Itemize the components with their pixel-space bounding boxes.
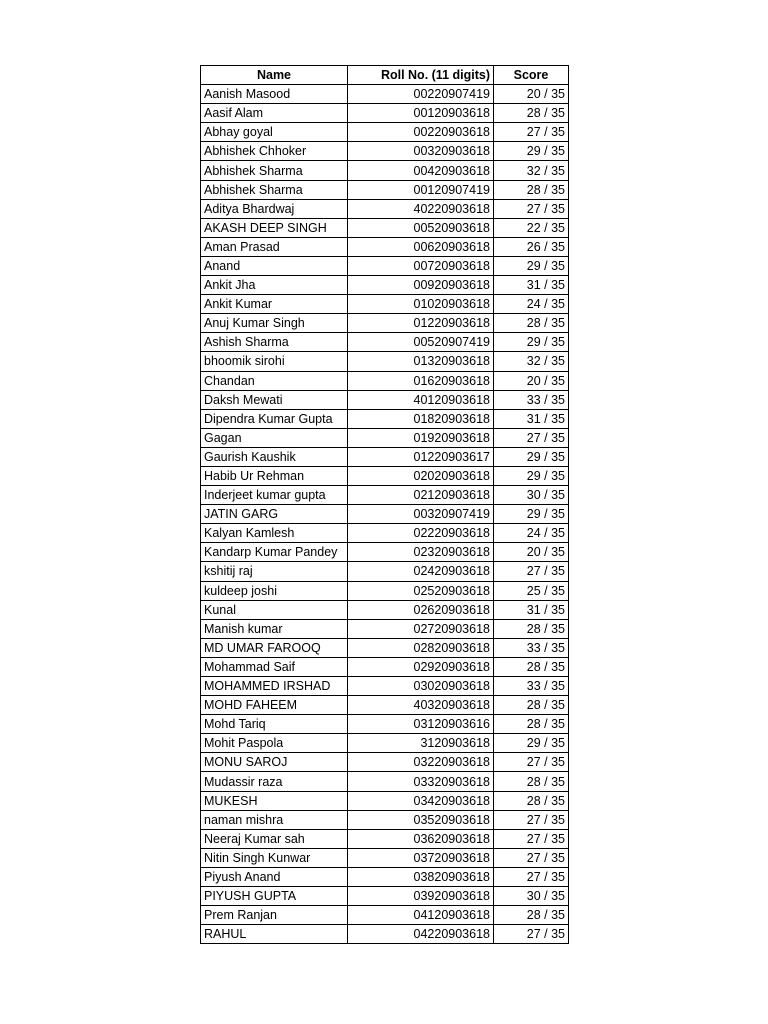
student-name-cell: Aman Prasad [201, 237, 348, 256]
score-cell: 27 / 35 [494, 753, 569, 772]
roll-number-cell: 02920903618 [348, 657, 494, 676]
student-name-cell: Aasif Alam [201, 104, 348, 123]
student-name-cell: Dipendra Kumar Gupta [201, 409, 348, 428]
score-cell: 29 / 35 [494, 333, 569, 352]
roll-number-cell: 02620903618 [348, 600, 494, 619]
student-name-cell: Gagan [201, 428, 348, 447]
table-row [201, 810, 569, 829]
table-row [201, 638, 569, 657]
score-cell: 24 / 35 [494, 295, 569, 314]
roll-number-cell: 01220903617 [348, 447, 494, 466]
score-cell: 29 / 35 [494, 142, 569, 161]
roll-number-cell: 40220903618 [348, 199, 494, 218]
roll-number-cell: 40120903618 [348, 390, 494, 409]
table-row [201, 772, 569, 791]
roll-number-cell: 03020903618 [348, 677, 494, 696]
table-row [201, 199, 569, 218]
student-name-cell: Mohammad Saif [201, 657, 348, 676]
score-cell: 29 / 35 [494, 505, 569, 524]
column-header-score: Score [494, 66, 569, 85]
table-row [201, 237, 569, 256]
table-row [201, 466, 569, 485]
score-cell: 29 / 35 [494, 447, 569, 466]
score-cell: 30 / 35 [494, 887, 569, 906]
roll-number-cell: 00120907419 [348, 180, 494, 199]
table-row [201, 104, 569, 123]
student-name-cell: JATIN GARG [201, 505, 348, 524]
score-cell: 33 / 35 [494, 677, 569, 696]
score-cell: 33 / 35 [494, 390, 569, 409]
score-cell: 27 / 35 [494, 123, 569, 142]
roll-number-cell: 02020903618 [348, 466, 494, 485]
student-name-cell: Piyush Anand [201, 867, 348, 886]
table-body [201, 85, 569, 944]
table-row [201, 657, 569, 676]
student-name-cell: Daksh Mewati [201, 390, 348, 409]
roll-number-cell: 02120903618 [348, 486, 494, 505]
table-row [201, 581, 569, 600]
roll-number-cell: 00520907419 [348, 333, 494, 352]
student-name-cell: Kandarp Kumar Pandey [201, 543, 348, 562]
student-name-cell: AKASH DEEP SINGH [201, 218, 348, 237]
roll-number-cell: 00220903618 [348, 123, 494, 142]
table-row [201, 180, 569, 199]
score-cell: 28 / 35 [494, 104, 569, 123]
table-row [201, 218, 569, 237]
roll-number-cell: 01820903618 [348, 409, 494, 428]
score-cell: 33 / 35 [494, 638, 569, 657]
table-row [201, 600, 569, 619]
student-name-cell: MOHD FAHEEM [201, 696, 348, 715]
student-name-cell: Ashish Sharma [201, 333, 348, 352]
roll-number-cell: 03120903616 [348, 715, 494, 734]
student-name-cell: kuldeep joshi [201, 581, 348, 600]
student-name-cell: Prem Ranjan [201, 906, 348, 925]
table-row [201, 867, 569, 886]
table-row [201, 906, 569, 925]
score-cell: 32 / 35 [494, 352, 569, 371]
roll-number-cell: 03620903618 [348, 829, 494, 848]
table-row [201, 409, 569, 428]
score-cell: 28 / 35 [494, 696, 569, 715]
roll-number-cell: 01020903618 [348, 295, 494, 314]
score-cell: 27 / 35 [494, 867, 569, 886]
student-name-cell: Gaurish Kaushik [201, 447, 348, 466]
score-cell: 27 / 35 [494, 925, 569, 944]
score-cell: 20 / 35 [494, 543, 569, 562]
student-name-cell: MUKESH [201, 791, 348, 810]
score-cell: 25 / 35 [494, 581, 569, 600]
student-name-cell: MOHAMMED IRSHAD [201, 677, 348, 696]
table-row [201, 887, 569, 906]
score-cell: 27 / 35 [494, 810, 569, 829]
score-cell: 31 / 35 [494, 409, 569, 428]
student-name-cell: Abhay goyal [201, 123, 348, 142]
table-row [201, 295, 569, 314]
student-name-cell: Habib Ur Rehman [201, 466, 348, 485]
student-name-cell: Manish kumar [201, 619, 348, 638]
roll-number-cell: 00320903618 [348, 142, 494, 161]
table-row [201, 256, 569, 275]
roll-number-cell: 04220903618 [348, 925, 494, 944]
table-row [201, 524, 569, 543]
table-row [201, 486, 569, 505]
score-cell: 28 / 35 [494, 772, 569, 791]
score-cell: 27 / 35 [494, 848, 569, 867]
roll-number-cell: 03720903618 [348, 848, 494, 867]
header-row [201, 66, 569, 85]
score-cell: 24 / 35 [494, 524, 569, 543]
table-row [201, 371, 569, 390]
table-row [201, 677, 569, 696]
table-row [201, 829, 569, 848]
student-name-cell: Mohit Paspola [201, 734, 348, 753]
table-row [201, 123, 569, 142]
score-table [200, 65, 569, 944]
score-cell: 22 / 35 [494, 218, 569, 237]
roll-number-cell: 00320907419 [348, 505, 494, 524]
roll-number-cell: 40320903618 [348, 696, 494, 715]
table-row [201, 142, 569, 161]
score-cell: 27 / 35 [494, 428, 569, 447]
roll-number-cell: 01620903618 [348, 371, 494, 390]
score-cell: 27 / 35 [494, 829, 569, 848]
student-name-cell: bhoomik sirohi [201, 352, 348, 371]
student-name-cell: PIYUSH GUPTA [201, 887, 348, 906]
score-cell: 28 / 35 [494, 657, 569, 676]
roll-number-cell: 00420903618 [348, 161, 494, 180]
roll-number-cell: 02320903618 [348, 543, 494, 562]
roll-number-cell: 00120903618 [348, 104, 494, 123]
student-name-cell: Chandan [201, 371, 348, 390]
score-cell: 29 / 35 [494, 466, 569, 485]
student-name-cell: Mudassir raza [201, 772, 348, 791]
score-cell: 29 / 35 [494, 734, 569, 753]
student-name-cell: Neeraj Kumar sah [201, 829, 348, 848]
table-row [201, 505, 569, 524]
student-name-cell: Mohd Tariq [201, 715, 348, 734]
score-cell: 29 / 35 [494, 256, 569, 275]
table-row [201, 390, 569, 409]
table-row [201, 848, 569, 867]
roll-number-cell: 03520903618 [348, 810, 494, 829]
roll-number-cell: 00720903618 [348, 256, 494, 275]
score-cell: 27 / 35 [494, 199, 569, 218]
score-cell: 31 / 35 [494, 276, 569, 295]
student-name-cell: Aditya Bhardwaj [201, 199, 348, 218]
table-row [201, 696, 569, 715]
student-name-cell: Kalyan Kamlesh [201, 524, 348, 543]
score-cell: 30 / 35 [494, 486, 569, 505]
table-row [201, 619, 569, 638]
student-name-cell: MD UMAR FAROOQ [201, 638, 348, 657]
roll-number-cell: 02820903618 [348, 638, 494, 657]
table-row [201, 333, 569, 352]
roll-number-cell: 03220903618 [348, 753, 494, 772]
roll-number-cell: 02220903618 [348, 524, 494, 543]
student-name-cell: Anand [201, 256, 348, 275]
score-cell: 28 / 35 [494, 906, 569, 925]
roll-number-cell: 03420903618 [348, 791, 494, 810]
score-cell: 28 / 35 [494, 180, 569, 199]
roll-number-cell: 3120903618 [348, 734, 494, 753]
roll-number-cell: 04120903618 [348, 906, 494, 925]
roll-number-cell: 02720903618 [348, 619, 494, 638]
score-cell: 28 / 35 [494, 791, 569, 810]
roll-number-cell: 02520903618 [348, 581, 494, 600]
score-cell: 28 / 35 [494, 619, 569, 638]
table-row [201, 734, 569, 753]
roll-number-cell: 03320903618 [348, 772, 494, 791]
table-row [201, 276, 569, 295]
roll-number-cell: 00220907419 [348, 85, 494, 104]
table-row [201, 314, 569, 333]
table-row [201, 791, 569, 810]
table-row [201, 753, 569, 772]
score-cell: 20 / 35 [494, 371, 569, 390]
table-row [201, 715, 569, 734]
student-name-cell: MONU SAROJ [201, 753, 348, 772]
student-name-cell: Nitin Singh Kunwar [201, 848, 348, 867]
table-row [201, 925, 569, 944]
student-name-cell: Ankit Jha [201, 276, 348, 295]
table-row [201, 85, 569, 104]
student-name-cell: Aanish Masood [201, 85, 348, 104]
score-cell: 27 / 35 [494, 562, 569, 581]
student-name-cell: kshitij raj [201, 562, 348, 581]
roll-number-cell: 00520903618 [348, 218, 494, 237]
score-cell: 31 / 35 [494, 600, 569, 619]
score-cell: 26 / 35 [494, 237, 569, 256]
score-cell: 20 / 35 [494, 85, 569, 104]
student-name-cell: Kunal [201, 600, 348, 619]
student-name-cell: Inderjeet kumar gupta [201, 486, 348, 505]
student-name-cell: naman mishra [201, 810, 348, 829]
student-name-cell: Ankit Kumar [201, 295, 348, 314]
roll-number-cell: 03920903618 [348, 887, 494, 906]
score-cell: 28 / 35 [494, 314, 569, 333]
score-cell: 28 / 35 [494, 715, 569, 734]
roll-number-cell: 01320903618 [348, 352, 494, 371]
roll-number-cell: 03820903618 [348, 867, 494, 886]
roll-number-cell: 01220903618 [348, 314, 494, 333]
table-row [201, 428, 569, 447]
roll-number-cell: 02420903618 [348, 562, 494, 581]
table-row [201, 161, 569, 180]
roll-number-cell: 01920903618 [348, 428, 494, 447]
table-row [201, 543, 569, 562]
table-row [201, 352, 569, 371]
column-header-name: Name [201, 66, 348, 85]
student-name-cell: Anuj Kumar Singh [201, 314, 348, 333]
student-name-cell: RAHUL [201, 925, 348, 944]
student-name-cell: Abhishek Sharma [201, 180, 348, 199]
column-header-roll-number: Roll No. (11 digits) [348, 66, 494, 85]
roll-number-cell: 00620903618 [348, 237, 494, 256]
table-row [201, 562, 569, 581]
score-cell: 32 / 35 [494, 161, 569, 180]
table-row [201, 447, 569, 466]
roll-number-cell: 00920903618 [348, 276, 494, 295]
student-name-cell: Abhishek Chhoker [201, 142, 348, 161]
student-name-cell: Abhishek Sharma [201, 161, 348, 180]
